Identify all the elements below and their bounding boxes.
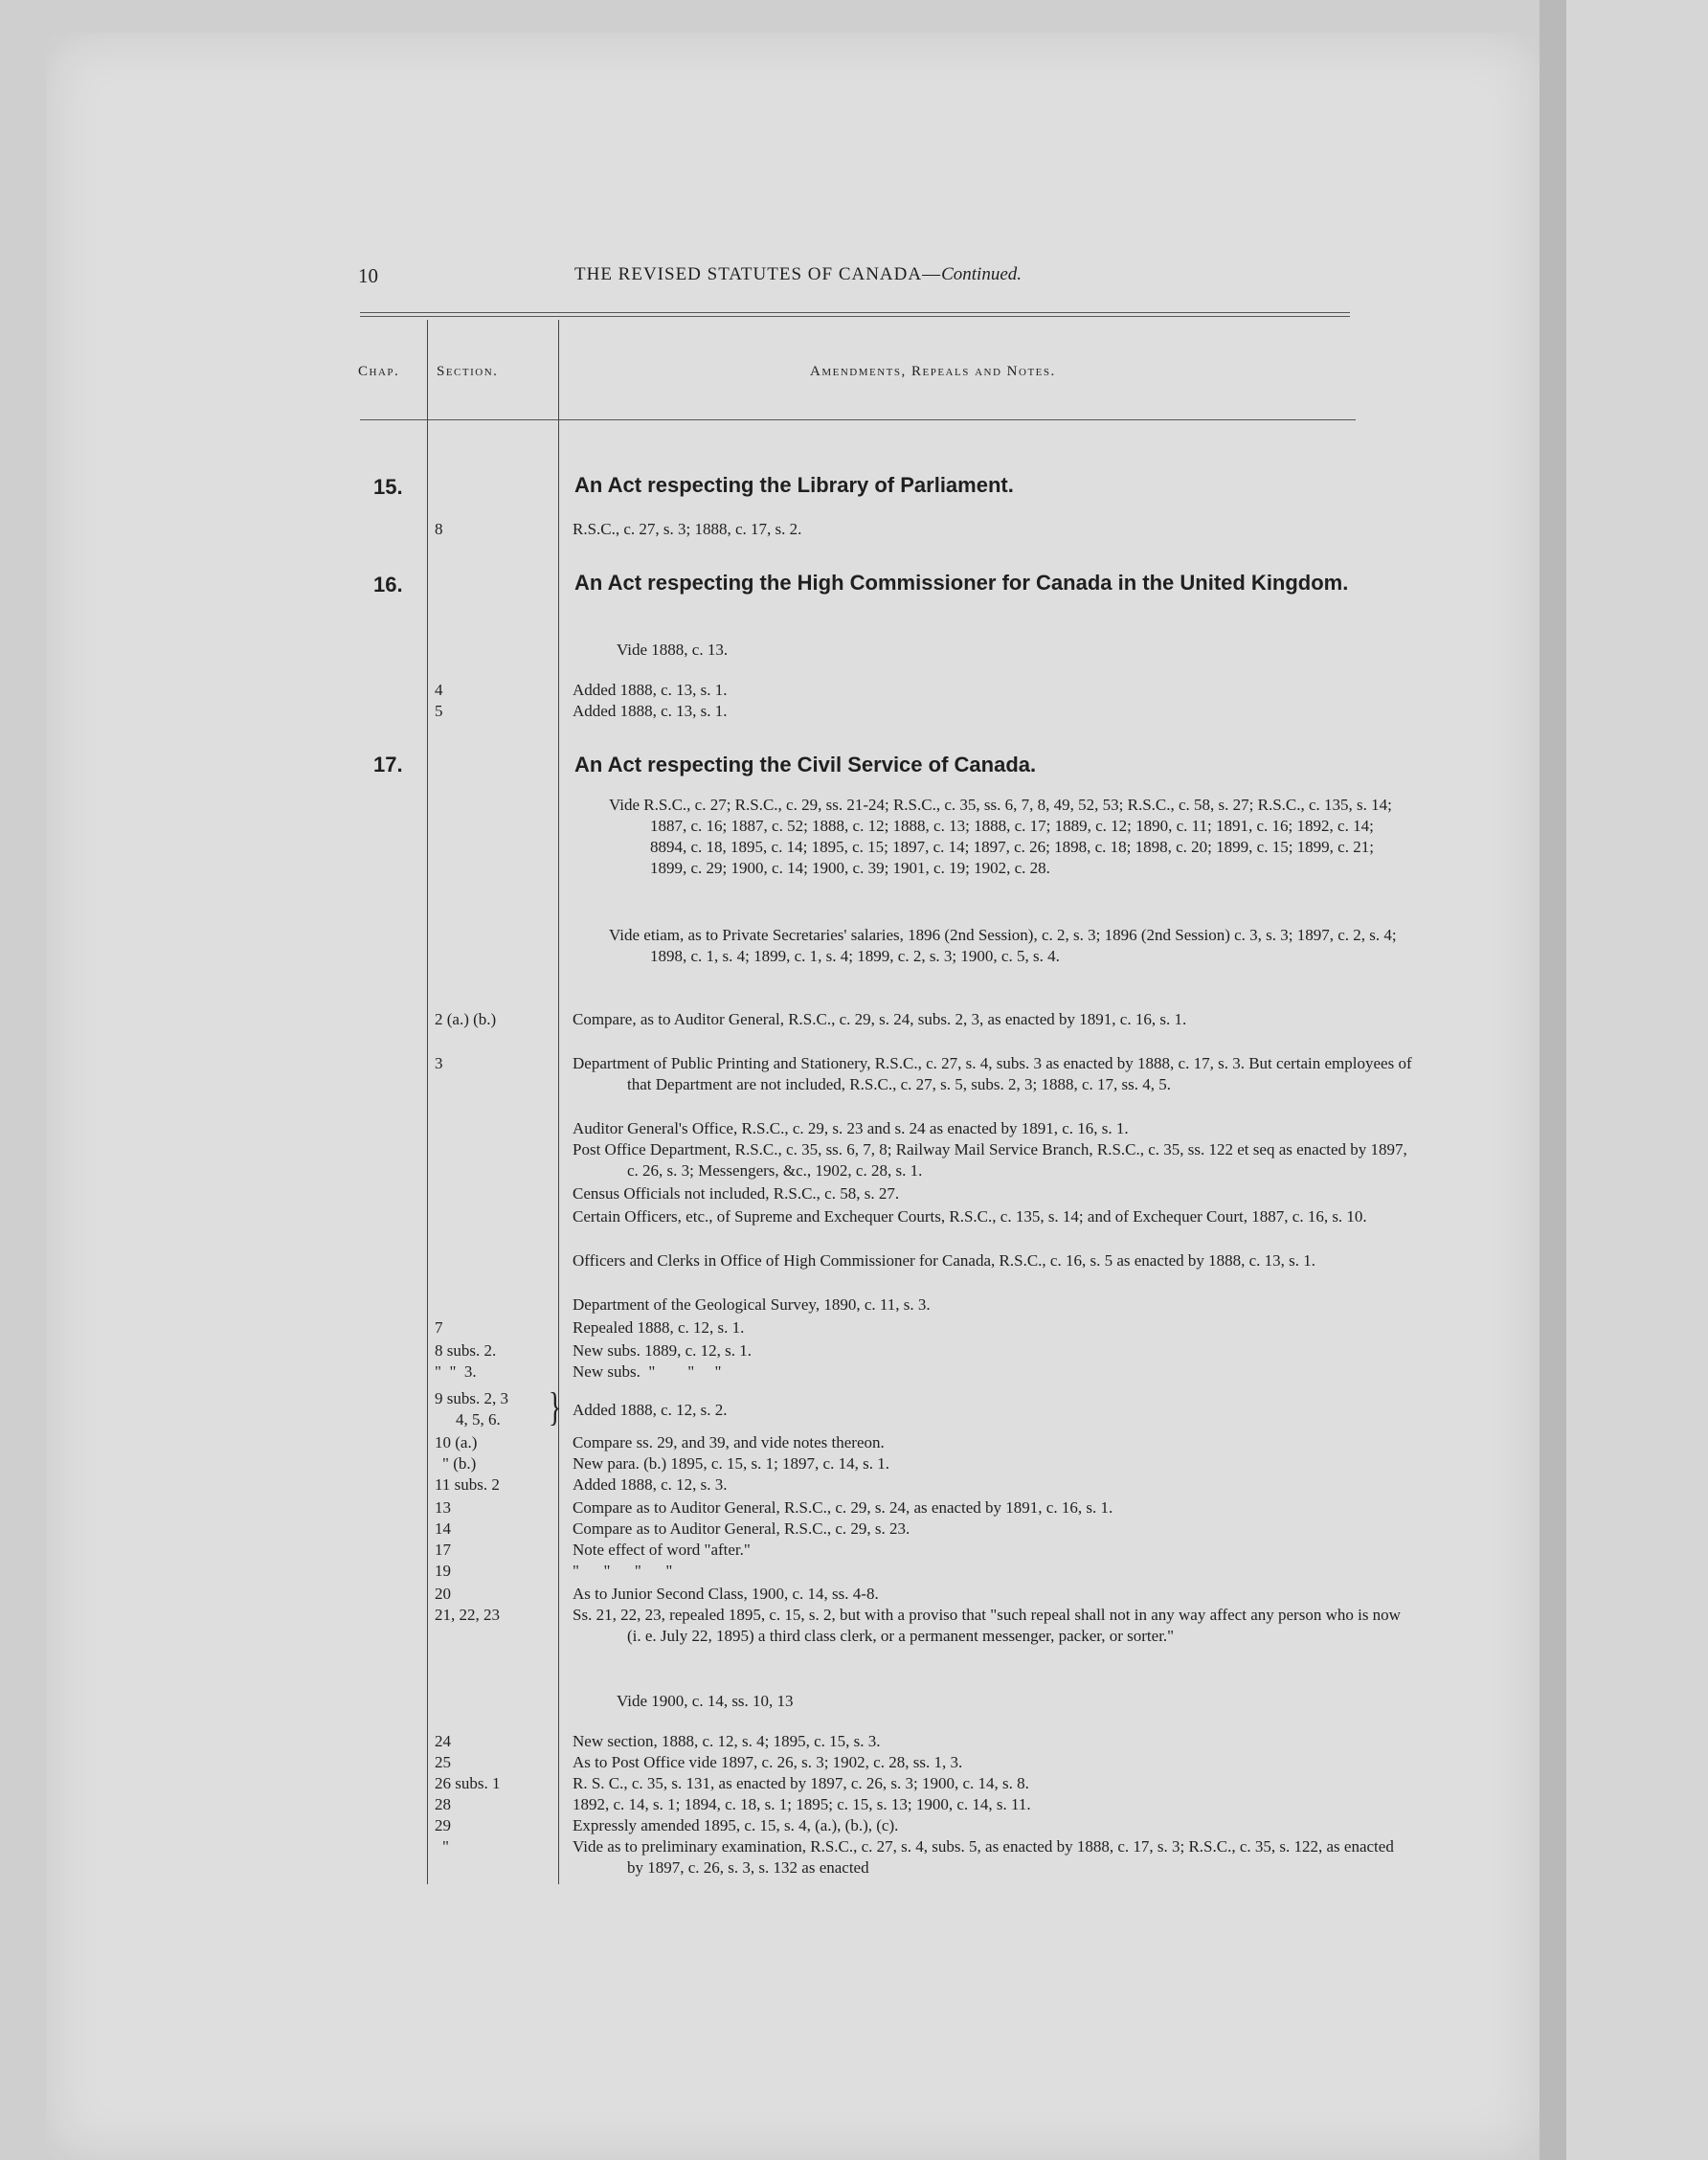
vide-note: Vide as to preliminary examination, R.S.C., c. 27, s. 4, subs. 5, as enacted by 1888, c. 17, s. 3; R.S.C., c. 35, s. 122, as enacted by 1897, c. 26, s. 3, s. 132 as enacted [573, 1837, 1394, 1877]
section-ref: 24 [435, 1732, 451, 1750]
section-ref-continued: 4, 5, 6. [456, 1410, 501, 1429]
amendment-note: New section, 1888, c. 12, s. 4; 1895, c. 15, s. 3. [573, 1732, 881, 1750]
section-ref: 3 [435, 1054, 443, 1072]
section-ref: 17 [435, 1541, 451, 1559]
amendment-note: Officers and Clerks in Office of High Commissioner for Canada, R.S.C., c. 16, s. 5 as enacted by 1888, c. 13, s. 1. [573, 1251, 1316, 1270]
column-head-notes: Amendments, Repeals and Notes. [810, 364, 1056, 379]
section-ref: 26 subs. 1 [435, 1774, 501, 1792]
running-head-title: THE REVISED STATUTES OF CANADA— [574, 264, 942, 284]
amendment-note: Repealed 1888, c. 12, s. 1. [573, 1318, 745, 1337]
act-title: An Act respecting the Civil Service of Canada. [574, 753, 1037, 776]
section-ref: 29 [435, 1816, 451, 1834]
amendment-note: Department of the Geological Survey, 1890, c. 11, s. 3. [573, 1295, 931, 1314]
section-ref: 20 [435, 1585, 451, 1603]
grouping-brace: } [549, 1385, 562, 1430]
vide-note: Vide 1900, c. 14, ss. 10, 13 [617, 1692, 794, 1710]
amendment-note: As to Junior Second Class, 1900, c. 14, ss. 4-8. [573, 1585, 879, 1603]
section-ref: 21, 22, 23 [435, 1606, 500, 1624]
section-ref: 19 [435, 1562, 451, 1580]
amendment-note: Compare, as to Auditor General, R.S.C., c. 29, s. 24, subs. 2, 3, as enacted by 1891, c. 16, s. 1. [573, 1010, 1187, 1028]
running-head [574, 264, 1022, 285]
act-title: An Act respecting the High Commissioner for Canada in the United Kingdom. [574, 571, 1349, 595]
amendment-note: Note effect of word "after." [573, 1541, 751, 1559]
section-ref: 5 [435, 702, 443, 720]
vide-note: Vide R.S.C., c. 27; R.S.C., c. 29, ss. 21-24; R.S.C., c. 35, ss. 6, 7, 8, 49, 52, 53; R.S.C., c. 58, s. 27; R.S.C., c. 135, s. 14; 1887, c. 16; 1887, c. 52; 1888, c. 12; 1888, c. 13; 1888, c. 17; 1889, c. 12; 1890, c. 11; 1891, c. 16; 1892, c. 14; 8894, c. 18, 1895, c. 14; 1895, c. 15; 1897, c. 14; 1897, c. 26; 1898, c. 18; 1898, c. 20; 1899, c. 15; 1899, c. 21; 1899, c. 29; 1900, c. 14; 1900, c. 39; 1901, c. 19; 1902, c. 28. [609, 796, 1392, 877]
amendment-note: New para. (b.) 1895, c. 15, s. 1; 1897, c. 14, s. 1. [573, 1454, 889, 1473]
amendment-note: Added 1888, c. 13, s. 1. [573, 702, 728, 720]
adjacent-page-strip [1566, 0, 1708, 2160]
page-number: 10 [358, 264, 378, 287]
section-ref: 13 [435, 1498, 451, 1517]
amendment-note: Expressly amended 1895, c. 15, s. 4, (a.), (b.), (c). [573, 1816, 899, 1834]
amendment-note: Added 1888, c. 12, s. 3. [573, 1475, 728, 1494]
vide-note: Vide etiam, as to Private Secretaries' salaries, 1896 (2nd Session), c. 2, s. 3; 1896 (2nd Session) c. 3, s. 3; 1897, c. 2, s. 4; 1898, c. 1, s. 4; 1899, c. 1, s. 4; 1899, c. 2, s. 3; 1900, c. 5, s. 4. [609, 926, 1397, 965]
section-ref: 25 [435, 1753, 451, 1771]
amendment-note: As to Post Office vide 1897, c. 26, s. 3; 1902, c. 28, ss. 1, 3. [573, 1753, 963, 1771]
page-edge-shadow [1539, 0, 1566, 2160]
running-head-continued: Continued. [941, 264, 1023, 284]
section-ref: 4 [435, 681, 443, 699]
amendment-note: R. S. C., c. 35, s. 131, as enacted by 1897, c. 26, s. 3; 1900, c. 14, s. 8. [573, 1774, 1029, 1792]
amendment-note: Certain Officers, etc., of Supreme and Exchequer Courts, R.S.C., c. 135, s. 14; and of Exchequer Court, 1887, c. 16, s. 10. [573, 1207, 1367, 1226]
column-divider-2 [558, 320, 559, 1884]
amendment-note: 1892, c. 14, s. 1; 1894, c. 18, s. 1; 1895; c. 15, s. 13; 1900, c. 14, s. 11. [573, 1795, 1031, 1813]
vide-note: Vide 1888, c. 13. [617, 641, 729, 659]
section-ref: " [442, 1837, 449, 1856]
section-ref: " (b.) [442, 1454, 477, 1473]
amendment-note: New subs. " " " [573, 1362, 722, 1381]
section-ref: 28 [435, 1795, 451, 1813]
chapter-number: 16. [373, 573, 403, 596]
section-ref: 7 [435, 1318, 443, 1337]
amendment-note: Added 1888, c. 13, s. 1. [573, 681, 728, 699]
amendment-note: Compare ss. 29, and 39, and vide notes thereon. [573, 1433, 885, 1451]
act-title: An Act respecting the Library of Parliament. [574, 473, 1014, 497]
section-ref: 2 (a.) (b.) [435, 1010, 497, 1028]
section-ref: 11 subs. 2 [435, 1475, 500, 1494]
section-ref: " " 3. [435, 1362, 477, 1381]
column-head-chap: Chap. [358, 364, 400, 379]
amendment-note: Compare as to Auditor General, R.S.C., c. 29, s. 23. [573, 1519, 910, 1538]
amendment-note: New subs. 1889, c. 12, s. 1. [573, 1341, 752, 1360]
chapter-number: 15. [373, 475, 403, 499]
amendment-note: Ss. 21, 22, 23, repealed 1895, c. 15, s. 2, but with a proviso that "such repeal shall not in any way affect any person who is now (i. e. July 22, 1895) a third class clerk, or a permanent messenger, packer, or sorter." [573, 1606, 1401, 1645]
header-rule-top-2 [360, 316, 1350, 317]
header-rule-top [360, 312, 1350, 313]
amendment-note: Post Office Department, R.S.C., c. 35, ss. 6, 7, 8; Railway Mail Service Branch, R.S.C., c. 35, ss. 122 et seq as enacted by 1897, c. 26, s. 3; Messengers, &c., 1902, c. 28, s. 1. [573, 1140, 1407, 1180]
column-head-rule [360, 419, 1356, 420]
amendment-note: R.S.C., c. 27, s. 3; 1888, c. 17, s. 2. [573, 520, 802, 538]
chapter-number: 17. [373, 753, 403, 776]
section-ref: 14 [435, 1519, 451, 1538]
amendment-note: Census Officials not included, R.S.C., c. 58, s. 27. [573, 1184, 900, 1203]
amendment-note: " " " " [573, 1562, 673, 1580]
amendment-note: Auditor General's Office, R.S.C., c. 29, s. 23 and s. 24 as enacted by 1891, c. 16, s. 1. [573, 1119, 1129, 1137]
section-ref: 9 subs. 2, 3 [435, 1389, 508, 1407]
amendment-note: Department of Public Printing and Stationery, R.S.C., c. 27, s. 4, subs. 3 as enacted by 1888, c. 17, s. 3. But certain employees of that Department are not included, R.S.C., c. 27, s. 5, subs. 2, 3; 1888, c. 17, ss. 4, 5. [573, 1054, 1412, 1093]
section-ref: 8 subs. 2. [435, 1341, 497, 1360]
section-ref: 8 [435, 520, 443, 538]
column-head-section: Section. [437, 364, 499, 379]
column-divider-1 [427, 320, 428, 1884]
section-ref: 10 (a.) [435, 1433, 478, 1451]
amendment-note: Added 1888, c. 12, s. 2. [573, 1401, 728, 1419]
amendment-note: Compare as to Auditor General, R.S.C., c. 29, s. 24, as enacted by 1891, c. 16, s. 1. [573, 1498, 1113, 1517]
